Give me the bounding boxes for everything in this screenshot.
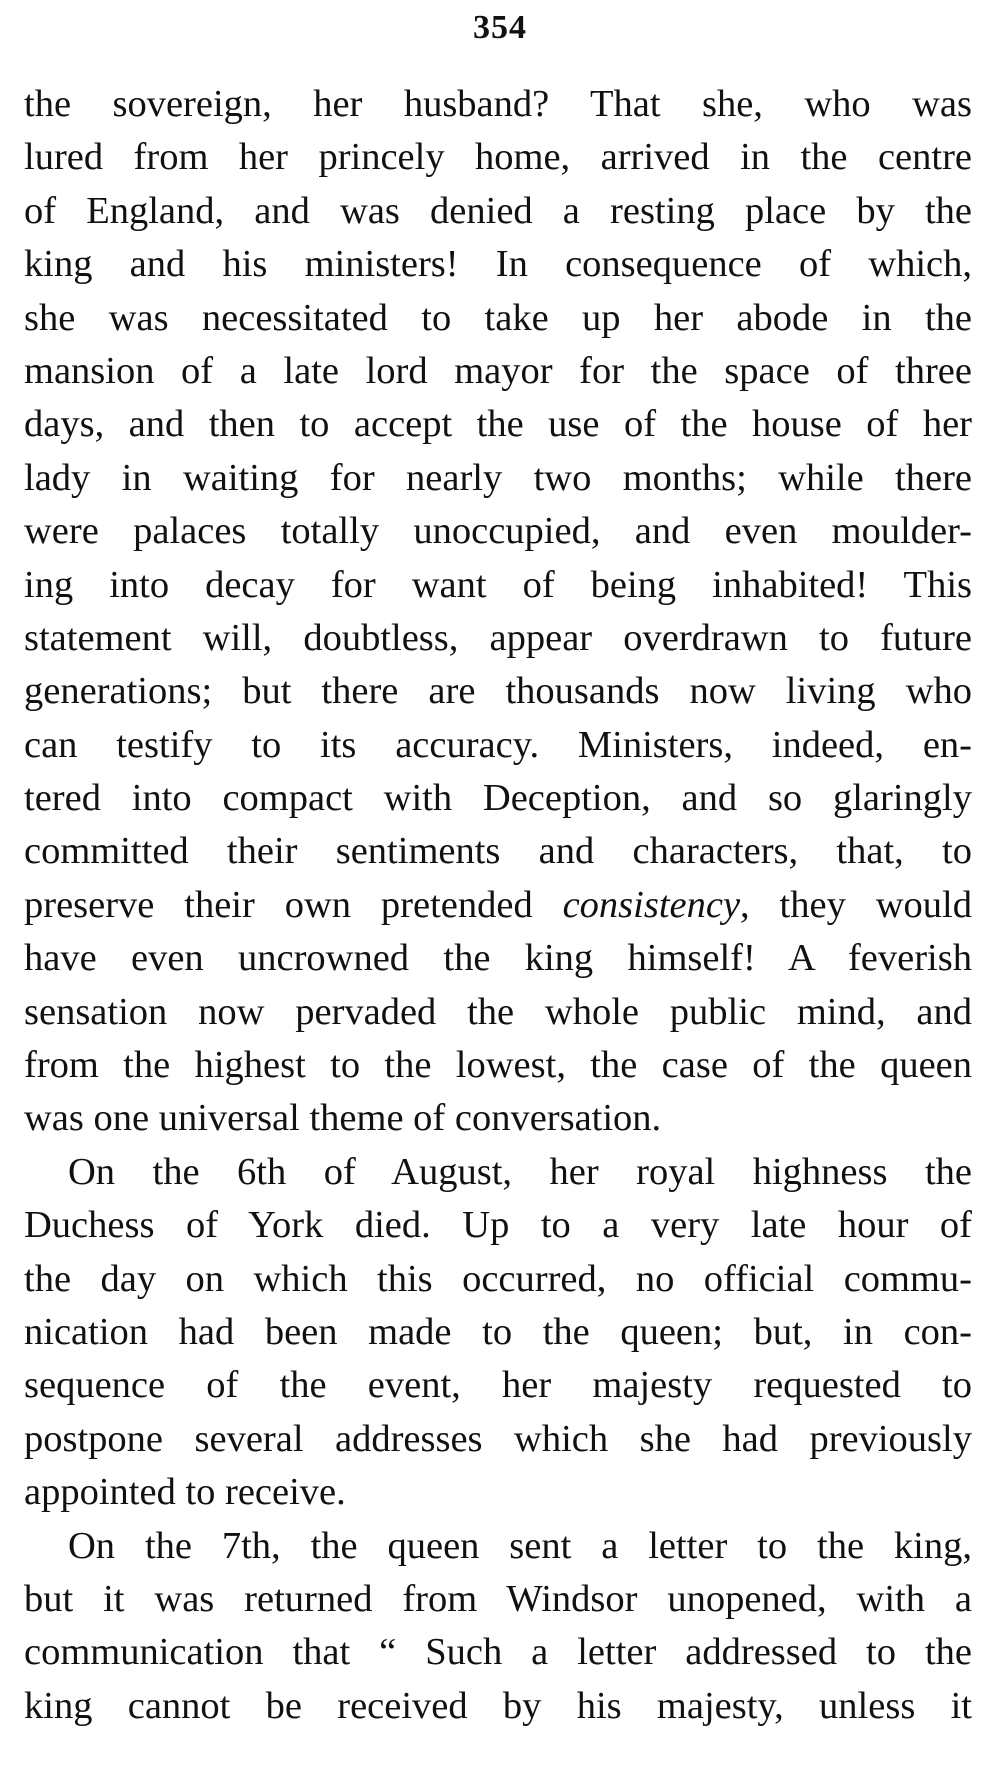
- paragraph-start-line: On the 6th of August, her royal highness the: [68, 1150, 972, 1193]
- text-line: tered into compact with Deception, and so glaringly: [24, 777, 972, 820]
- text-line: were palaces totally unoccupied, and even moulder-: [24, 510, 972, 553]
- text-line: from the highest to the lowest, the case of the queen: [24, 1044, 972, 1087]
- text-line: mansion of a late lord mayor for the space of three: [24, 349, 972, 392]
- text-line: the sovereign, her husband? That she, who was: [24, 83, 972, 125]
- paragraph-end-line: appointed to receive.: [24, 1471, 346, 1514]
- text-segment: preserve their own pretended: [24, 883, 563, 926]
- text-line: committed their sentiments and characters, that, to: [24, 830, 972, 873]
- text-line: ing into decay for want of being inhabited! This: [24, 563, 972, 606]
- page-body: [24, 78, 972, 1733]
- page-number: 354: [473, 9, 527, 46]
- text-line: sensation now pervaded the whole public mind, and: [24, 990, 972, 1033]
- text-line: king and his ministers! In consequence of which,: [24, 243, 972, 286]
- text-line: king cannot be received by his majesty, unless it: [24, 1684, 972, 1727]
- text-line: generations; but there are thousands now living who: [24, 670, 972, 713]
- text-line: have even uncrowned the king himself! A feverish: [24, 937, 972, 980]
- text-line: of England, and was denied a resting place by the: [24, 189, 972, 232]
- text-segment: , they would: [740, 883, 972, 926]
- paragraph-start-line: On the 7th, the queen sent a letter to the king,: [68, 1524, 972, 1567]
- text-line: postpone several addresses which she had previously: [24, 1417, 972, 1460]
- text-line: lured from her princely home, arrived in the centre: [24, 136, 972, 179]
- text-line: the day on which this occurred, no official commu-: [24, 1257, 972, 1300]
- text-line: sequence of the event, her majesty requested to: [24, 1364, 972, 1407]
- text-line-with-italic: [24, 879, 972, 932]
- text-line: but it was returned from Windsor unopened, with a: [24, 1577, 972, 1620]
- text-line: nication had been made to the queen; but, in con-: [24, 1310, 972, 1353]
- italic-word: consistency: [562, 883, 741, 926]
- text-line: communication that “ Such a letter addressed to the: [24, 1631, 972, 1674]
- text-line: lady in waiting for nearly two months; while there: [24, 456, 972, 499]
- text-line: can testify to its accuracy. Ministers, indeed, en-: [24, 723, 972, 766]
- text-line: Duchess of York died. Up to a very late hour of: [24, 1204, 972, 1247]
- text-line: statement will, doubtless, appear overdrawn to future: [24, 616, 972, 659]
- text-line: she was necessitated to take up her abode in the: [24, 296, 972, 339]
- text-line: days, and then to accept the use of the house of her: [24, 403, 972, 446]
- paragraph-end-line: was one universal theme of conversation.: [24, 1097, 662, 1140]
